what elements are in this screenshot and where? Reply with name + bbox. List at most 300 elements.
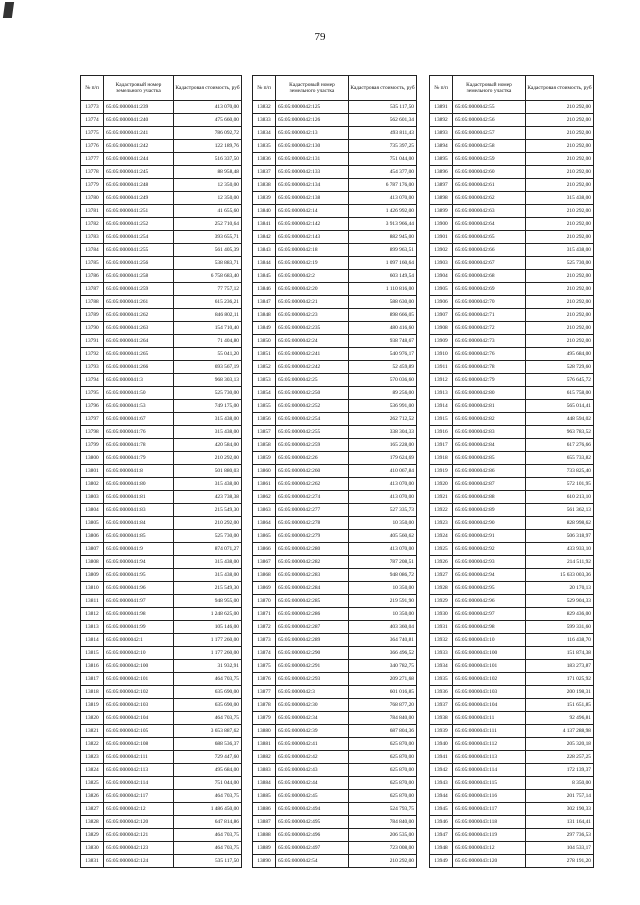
cadastral-number: 65:05:0000041:85 <box>104 530 174 543</box>
cadastral-number: 65:05:0000042:497 <box>276 842 349 855</box>
table-row <box>430 595 594 608</box>
cadastral-number: 65:05:0000041:254 <box>104 231 174 244</box>
cadastral-value: 751 044,00 <box>349 153 417 166</box>
cadastral-number: 65:05:0000042:126 <box>276 114 349 127</box>
cadastral-number: 65:05:0000042:2 <box>276 270 349 283</box>
row-number: 13872 <box>253 621 276 634</box>
cadastral-value: 475 660,00 <box>174 114 242 127</box>
cadastral-value: 464 703,75 <box>174 829 242 842</box>
cadastral-number: 65:05:0000041:241 <box>104 127 174 140</box>
cadastral-value: 210 292,00 <box>526 140 594 153</box>
table-row <box>253 465 417 478</box>
cadastral-number: 65:05:0000041:265 <box>104 348 174 361</box>
table-row <box>253 738 417 751</box>
table-row <box>430 517 594 530</box>
table-row <box>81 686 242 699</box>
table-row <box>253 816 417 829</box>
row-number: 13775 <box>81 127 104 140</box>
table-row <box>253 725 417 738</box>
cadastral-number: 65:05:0000042:241 <box>276 348 349 361</box>
cadastral-number: 65:05:0000042:260 <box>276 465 349 478</box>
cadastral-value: 31 932,91 <box>174 660 242 673</box>
cadastral-number: 65:05:0000042:131 <box>276 153 349 166</box>
cadastral-number: 65:05:0000042:255 <box>276 426 349 439</box>
cadastral-number: 65:05:0000042:25 <box>276 374 349 387</box>
cadastral-value: 1 177 260,00 <box>174 634 242 647</box>
row-number: 13944 <box>430 790 453 803</box>
cadastral-number: 65:05:0000042:111 <box>104 751 174 764</box>
cadastral-number: 65:05:0000041:251 <box>104 205 174 218</box>
cadastral-value: 1 097 160,64 <box>349 257 417 270</box>
table-row <box>81 595 242 608</box>
row-number: 13828 <box>81 816 104 829</box>
cadastral-number: 65:05:0000042:93 <box>453 556 526 569</box>
table-row <box>81 738 242 751</box>
row-number: 13797 <box>81 413 104 426</box>
row-number: 13811 <box>81 595 104 608</box>
table-row <box>81 660 242 673</box>
row-number: 13852 <box>253 361 276 374</box>
table-row <box>253 179 417 192</box>
cadastral-table-1 <box>80 75 242 868</box>
table-row <box>430 127 594 140</box>
cadastral-value: 10 350,00 <box>349 582 417 595</box>
cadastral-value: 10 350,00 <box>349 608 417 621</box>
cadastral-value: 364 740,81 <box>349 634 417 647</box>
row-number: 13881 <box>253 738 276 751</box>
table-row <box>430 413 594 426</box>
row-number: 13777 <box>81 153 104 166</box>
row-number: 13864 <box>253 517 276 530</box>
table-row <box>430 712 594 725</box>
table-row <box>81 543 242 556</box>
table-row <box>81 673 242 686</box>
row-number: 13848 <box>253 309 276 322</box>
cadastral-number: 65:05:0000043:112 <box>453 738 526 751</box>
row-number: 13791 <box>81 335 104 348</box>
table-row <box>430 738 594 751</box>
row-number: 13802 <box>81 478 104 491</box>
cadastral-number: 65:05:0000043:114 <box>453 764 526 777</box>
table-row <box>81 218 242 231</box>
cadastral-value: 448 594,02 <box>526 413 594 426</box>
cadastral-value: 751 044,00 <box>174 777 242 790</box>
cadastral-number: 65:05:0000042:121 <box>104 829 174 842</box>
cadastral-number: 65:05:0000042:123 <box>104 842 174 855</box>
cadastral-value: 210 292,00 <box>526 309 594 322</box>
cadastral-number: 65:05:0000042:143 <box>276 231 349 244</box>
row-number: 13911 <box>430 361 453 374</box>
table-row <box>253 127 417 140</box>
header-cadastral-number: Кадастровый номер земельного участка <box>276 76 349 101</box>
cadastral-number: 65:05:0000042:100 <box>104 660 174 673</box>
row-number: 13817 <box>81 673 104 686</box>
cadastral-number: 65:05:0000041:264 <box>104 335 174 348</box>
table-row <box>430 556 594 569</box>
cadastral-number: 65:05:0000041:259 <box>104 283 174 296</box>
table-row <box>81 270 242 283</box>
cadastral-value: 315 438,00 <box>174 426 242 439</box>
cadastral-value: 787 208,51 <box>349 556 417 569</box>
table-row <box>430 452 594 465</box>
table-row <box>81 569 242 582</box>
header-cadastral-value: Кадастровая стоимость, руб <box>174 76 242 101</box>
row-number: 13948 <box>430 842 453 855</box>
cadastral-number: 65:05:0000043:119 <box>453 829 526 842</box>
cadastral-number: 65:05:0000043:118 <box>453 816 526 829</box>
table-body <box>253 101 417 868</box>
cadastral-value: 413 070,00 <box>349 491 417 504</box>
cadastral-number: 65:05:0000041:78 <box>104 439 174 452</box>
table-row <box>430 374 594 387</box>
table-row <box>430 322 594 335</box>
cadastral-value: 968 303,13 <box>174 374 242 387</box>
row-number: 13859 <box>253 452 276 465</box>
cadastral-number: 65:05:0000042:92 <box>453 543 526 556</box>
cadastral-number: 65:05:0000042:101 <box>104 673 174 686</box>
cadastral-number: 65:05:0000043:104 <box>453 699 526 712</box>
cadastral-value: 898 666,05 <box>349 309 417 322</box>
cadastral-value: 846 802,11 <box>174 309 242 322</box>
row-number: 13870 <box>253 595 276 608</box>
table-row <box>430 296 594 309</box>
table-row <box>253 491 417 504</box>
cadastral-number: 65:05:0000042:287 <box>276 621 349 634</box>
cadastral-value: 20 170,13 <box>526 582 594 595</box>
cadastral-value: 413 070,00 <box>349 192 417 205</box>
cadastral-value: 493 811,43 <box>349 127 417 140</box>
row-number: 13795 <box>81 387 104 400</box>
cadastral-number: 65:05:0000042:45 <box>276 790 349 803</box>
cadastral-number: 65:05:0000043:12 <box>453 842 526 855</box>
row-number: 13779 <box>81 179 104 192</box>
row-number: 13803 <box>81 491 104 504</box>
cadastral-value: 464 703,75 <box>174 673 242 686</box>
table-row <box>430 114 594 127</box>
cadastral-value: 71 404,80 <box>174 335 242 348</box>
row-number: 13939 <box>430 725 453 738</box>
cadastral-number: 65:05:0000041:53 <box>104 400 174 413</box>
cadastral-value: 210 292,00 <box>526 322 594 335</box>
row-number: 13822 <box>81 738 104 751</box>
cadastral-value: 104 533,17 <box>526 842 594 855</box>
table-row <box>81 413 242 426</box>
cadastral-number: 65:05:0000042:72 <box>453 322 526 335</box>
row-number: 13912 <box>430 374 453 387</box>
cadastral-value: 228 257,25 <box>526 751 594 764</box>
cadastral-value: 647 814,86 <box>174 816 242 829</box>
cadastral-value: 501 880,03 <box>174 465 242 478</box>
table-row <box>430 153 594 166</box>
cadastral-number: 65:05:0000042:67 <box>453 257 526 270</box>
table-row <box>430 218 594 231</box>
table-row <box>253 608 417 621</box>
cadastral-value: 768 877,20 <box>349 699 417 712</box>
cadastral-value: 615 758,00 <box>526 387 594 400</box>
cadastral-number: 65:05:0000042:283 <box>276 569 349 582</box>
cadastral-value: 423 738,38 <box>174 491 242 504</box>
cadastral-number: 65:05:0000041:67 <box>104 413 174 426</box>
cadastral-value: 655 733,82 <box>526 452 594 465</box>
cadastral-number: 65:05:0000042:95 <box>453 582 526 595</box>
table-row <box>81 101 242 114</box>
row-number: 13826 <box>81 790 104 803</box>
cadastral-number: 65:05:0000042:89 <box>453 504 526 517</box>
cadastral-value: 729 447,60 <box>174 751 242 764</box>
table-row <box>81 582 242 595</box>
cadastral-value: 527 335,73 <box>349 504 417 517</box>
row-number: 13869 <box>253 582 276 595</box>
table-row <box>253 751 417 764</box>
row-number: 13812 <box>81 608 104 621</box>
cadastral-table-3 <box>429 75 594 868</box>
cadastral-value: 410 067,84 <box>349 465 417 478</box>
cadastral-number: 65:05:0000042:117 <box>104 790 174 803</box>
cadastral-value: 10 350,00 <box>349 517 417 530</box>
row-number: 13898 <box>430 192 453 205</box>
table-row <box>430 348 594 361</box>
table-row <box>430 504 594 517</box>
row-number: 13814 <box>81 634 104 647</box>
table-row <box>253 296 417 309</box>
row-number: 13856 <box>253 413 276 426</box>
cadastral-number: 65:05:0000042:54 <box>276 855 349 868</box>
table-row <box>253 361 417 374</box>
table-row <box>253 556 417 569</box>
table-row <box>253 335 417 348</box>
table-row <box>81 829 242 842</box>
header-cadastral-number: Кадастровый номер земельного участка <box>453 76 526 101</box>
table-row <box>253 803 417 816</box>
cadastral-value: 688 536,37 <box>174 738 242 751</box>
row-number: 13920 <box>430 478 453 491</box>
cadastral-number: 65:05:0000042:87 <box>453 478 526 491</box>
cadastral-value: 210 292,00 <box>526 218 594 231</box>
table-row <box>430 790 594 803</box>
table-row <box>430 335 594 348</box>
cadastral-number: 65:05:0000042:285 <box>276 595 349 608</box>
cadastral-value: 179 624,69 <box>349 452 417 465</box>
row-number: 13901 <box>430 231 453 244</box>
row-number: 13892 <box>430 114 453 127</box>
cadastral-value: 535 117,50 <box>349 101 417 114</box>
row-number: 13853 <box>253 374 276 387</box>
table-row <box>430 283 594 296</box>
cadastral-number: 65:05:0000042:56 <box>453 114 526 127</box>
cadastral-value: 525 730,00 <box>526 257 594 270</box>
header-cadastral-value: Кадастровая стоимость, руб <box>349 76 417 101</box>
cadastral-value: 536 991,00 <box>349 400 417 413</box>
cadastral-value: 528 729,60 <box>526 361 594 374</box>
cadastral-number: 65:05:0000042:18 <box>276 244 349 257</box>
table-row <box>253 569 417 582</box>
cadastral-value: 3 913 966,44 <box>349 218 417 231</box>
cadastral-value: 1 177 260,00 <box>174 647 242 660</box>
cadastral-number: 65:05:0000041:95 <box>104 569 174 582</box>
table-row <box>430 764 594 777</box>
cadastral-value: 882 945,00 <box>349 231 417 244</box>
row-number: 13810 <box>81 582 104 595</box>
cadastral-number: 65:05:0000042:83 <box>453 426 526 439</box>
row-number: 13799 <box>81 439 104 452</box>
cadastral-number: 65:05:0000042:80 <box>453 387 526 400</box>
cadastral-value: 625 870,00 <box>349 738 417 751</box>
table-row <box>81 296 242 309</box>
row-number: 13917 <box>430 439 453 452</box>
cadastral-number: 65:05:0000042:277 <box>276 504 349 517</box>
cadastral-value: 617 276,66 <box>526 439 594 452</box>
table-row <box>81 374 242 387</box>
cadastral-value: 315 438,00 <box>174 478 242 491</box>
cadastral-number: 65:05:0000042:94 <box>453 569 526 582</box>
row-number: 13918 <box>430 452 453 465</box>
row-number: 13784 <box>81 244 104 257</box>
row-number: 13922 <box>430 504 453 517</box>
cadastral-number: 65:05:0000042:21 <box>276 296 349 309</box>
row-number: 13882 <box>253 751 276 764</box>
cadastral-number: 65:05:0000042:23 <box>276 309 349 322</box>
table-row <box>81 699 242 712</box>
row-number: 13807 <box>81 543 104 556</box>
table-header-row <box>253 76 417 101</box>
cadastral-number: 65:05:0000043:120 <box>453 855 526 868</box>
cadastral-value: 210 292,00 <box>526 283 594 296</box>
row-number: 13837 <box>253 166 276 179</box>
row-number: 13827 <box>81 803 104 816</box>
row-number: 13904 <box>430 270 453 283</box>
row-number: 13900 <box>430 218 453 231</box>
cadastral-value: 635 690,00 <box>174 699 242 712</box>
row-number: 13941 <box>430 751 453 764</box>
row-number: 13855 <box>253 400 276 413</box>
cadastral-number: 65:05:0000042:279 <box>276 530 349 543</box>
row-number: 13861 <box>253 478 276 491</box>
row-number: 13816 <box>81 660 104 673</box>
row-number: 13851 <box>253 348 276 361</box>
row-number: 13793 <box>81 361 104 374</box>
table-row <box>430 530 594 543</box>
cadastral-number: 65:05:0000042:250 <box>276 387 349 400</box>
row-number: 13776 <box>81 140 104 153</box>
cadastral-number: 65:05:0000042:1 <box>104 634 174 647</box>
row-number: 13863 <box>253 504 276 517</box>
cadastral-number: 65:05:0000043:103 <box>453 686 526 699</box>
cadastral-value: 3 653 887,62 <box>174 725 242 738</box>
table-row <box>81 517 242 530</box>
cadastral-value: 948 955,00 <box>174 595 242 608</box>
table-row <box>253 413 417 426</box>
row-number: 13778 <box>81 166 104 179</box>
row-number: 13785 <box>81 257 104 270</box>
cadastral-value: 210 292,00 <box>526 335 594 348</box>
cadastral-number: 65:05:0000042:290 <box>276 647 349 660</box>
cadastral-number: 65:05:0000042:30 <box>276 699 349 712</box>
table-row <box>430 582 594 595</box>
cadastral-table-2 <box>252 75 417 868</box>
row-number: 13835 <box>253 140 276 153</box>
cadastral-value: 315 438,00 <box>526 244 594 257</box>
cadastral-value: 625 870,00 <box>349 790 417 803</box>
table-row <box>81 530 242 543</box>
cadastral-number: 65:05:0000042:63 <box>453 205 526 218</box>
cadastral-number: 65:05:0000042:79 <box>453 374 526 387</box>
table-row <box>430 140 594 153</box>
row-number: 13878 <box>253 699 276 712</box>
row-number: 13913 <box>430 387 453 400</box>
table-row <box>81 465 242 478</box>
row-number: 13949 <box>430 855 453 868</box>
cadastral-number: 65:05:0000043:113 <box>453 751 526 764</box>
cadastral-value: 635 690,00 <box>174 686 242 699</box>
table-row <box>253 842 417 855</box>
table-row <box>430 829 594 842</box>
cadastral-value: 219 591,90 <box>349 595 417 608</box>
row-number: 13821 <box>81 725 104 738</box>
cadastral-number: 65:05:0000042:66 <box>453 244 526 257</box>
row-number: 13907 <box>430 309 453 322</box>
cadastral-number: 65:05:0000041:249 <box>104 192 174 205</box>
cadastral-number: 65:05:0000041:262 <box>104 309 174 322</box>
cadastral-value: 538 883,71 <box>174 257 242 270</box>
cadastral-value: 278 191,20 <box>526 855 594 868</box>
cadastral-number: 65:05:0000042:125 <box>276 101 349 114</box>
row-number: 13926 <box>430 556 453 569</box>
cadastral-number: 65:05:0000042:68 <box>453 270 526 283</box>
table-row <box>81 335 242 348</box>
table-row <box>81 764 242 777</box>
row-number: 13790 <box>81 322 104 335</box>
row-number: 13815 <box>81 647 104 660</box>
cadastral-number: 65:05:0000042:262 <box>276 478 349 491</box>
row-number: 13804 <box>81 504 104 517</box>
row-number: 13931 <box>430 621 453 634</box>
cadastral-value: 210 292,00 <box>526 101 594 114</box>
cadastral-value: 829 436,00 <box>526 608 594 621</box>
cadastral-value: 210 292,00 <box>526 205 594 218</box>
table-row <box>430 751 594 764</box>
cadastral-value: 88 958,48 <box>174 166 242 179</box>
cadastral-value: 525 730,00 <box>174 530 242 543</box>
cadastral-value: 171 025,92 <box>526 673 594 686</box>
cadastral-number: 65:05:0000041:261 <box>104 296 174 309</box>
cadastral-value: 723 008,00 <box>349 842 417 855</box>
table-row <box>253 530 417 543</box>
table-row <box>430 361 594 374</box>
row-number: 13879 <box>253 712 276 725</box>
cadastral-number: 65:05:0000041:256 <box>104 257 174 270</box>
cadastral-number: 65:05:0000043:100 <box>453 647 526 660</box>
cadastral-number: 65:05:0000041:81 <box>104 491 174 504</box>
table-row <box>253 166 417 179</box>
table-row <box>81 491 242 504</box>
table-row <box>81 322 242 335</box>
cadastral-value: 938 748,67 <box>349 335 417 348</box>
cadastral-value: 340 782,75 <box>349 660 417 673</box>
row-number: 13844 <box>253 257 276 270</box>
table-body <box>81 101 242 868</box>
row-number: 13905 <box>430 283 453 296</box>
cadastral-value: 625 870,00 <box>349 764 417 777</box>
row-number: 13845 <box>253 270 276 283</box>
cadastral-number: 65:05:0000042:82 <box>453 413 526 426</box>
table-row <box>253 543 417 556</box>
cadastral-number: 65:05:0000042:142 <box>276 218 349 231</box>
table-row <box>81 387 242 400</box>
cadastral-value: 154 710,40 <box>174 322 242 335</box>
cadastral-value: 393 655,71 <box>174 231 242 244</box>
cadastral-value: 625 870,00 <box>349 777 417 790</box>
table-row <box>253 517 417 530</box>
